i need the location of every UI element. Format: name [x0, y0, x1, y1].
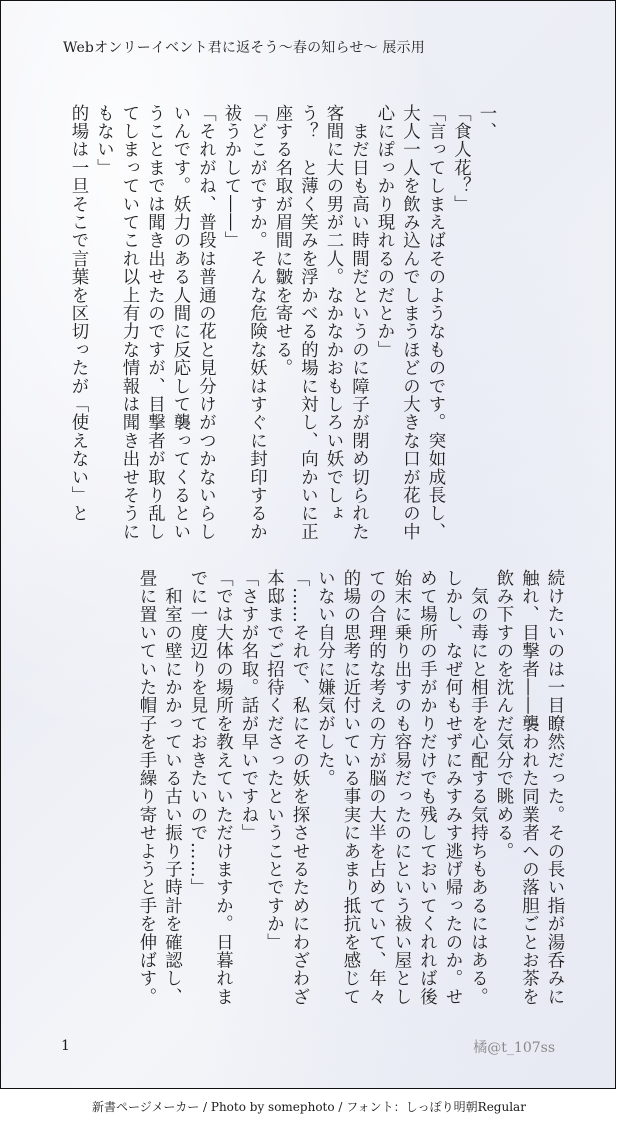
- author-credit: 橘@t_107ss: [473, 1040, 555, 1056]
- page-title: Webオンリーイベント君に返そう〜春の知らせ〜 展示用: [63, 40, 425, 56]
- story-text-upper: 一、 「食人花？」 「言ってしまえばそのようなものです。突如成長し、 大人一人を飲み込んでしまうほどの大きな口が花の中 心にぽっかり現れるのだとか」 まだ日も高い時間だというのに障子が閉め切られた 客間に大の男が二人。なかなかおもしろい妖でしょ う？ と薄く笑みを浮かべる的場に対し、向かいに正 座する名取が眉間に皺を寄せる。 「どこがですか。そんな危険な妖はすぐに封印するか 祓うかして――」 「それがね、普段は普通の花と見分けがつかないらし いんです。妖力のある人間に反応して襲ってくるとい うことまでは聞き出せたのですが、目撃者が取り乱し てしまっていてこれ以上有力な情報は聞き出せそうに もない」 的場は一旦そこで言葉を区切ったが「使えない」と: [68, 104, 496, 541]
- story-text-lower: 続けたいのは一目瞭然だった。その長い指が湯呑みに 触れ、目撃者――襲われた同業者への落胆ごとお茶を 飲み下すのを沈んだ気分で眺める。 気の毒にと相手を心配する気持ちもあるにはある。 しかし、なぜ何もせずにみすみす逃げ帰ったのか。せ めて場所の手がかりだけでも残しておいてくれれば後 始末に乗り出すのも容易だったのにという祓い屋とし ての合理的な考えの方が脳の大半を占めていて、年々 的場の思考に近付いている事実にあまり抵抗を感じて いない自分に嫌気がした。 「……それで、私にその妖を探させるためにわざわざ 本邸までご招待くださったということですか」 「さすが名取。話が早いですね」 「では大体の場所を教えていただけますか。日暮れま でに一度辺りを見ておきたいので……」 和室の壁にかかっている古い振り子時計を確認し、 畳に置いていた帽子を手繰り寄せようと手を伸ばす。: [136, 569, 564, 1006]
- page-number: 1: [61, 1038, 70, 1054]
- footer-credits: 新書ページメーカー / Photo by somephoto / フォント：しっぽり明朝Regular: [92, 1100, 526, 1114]
